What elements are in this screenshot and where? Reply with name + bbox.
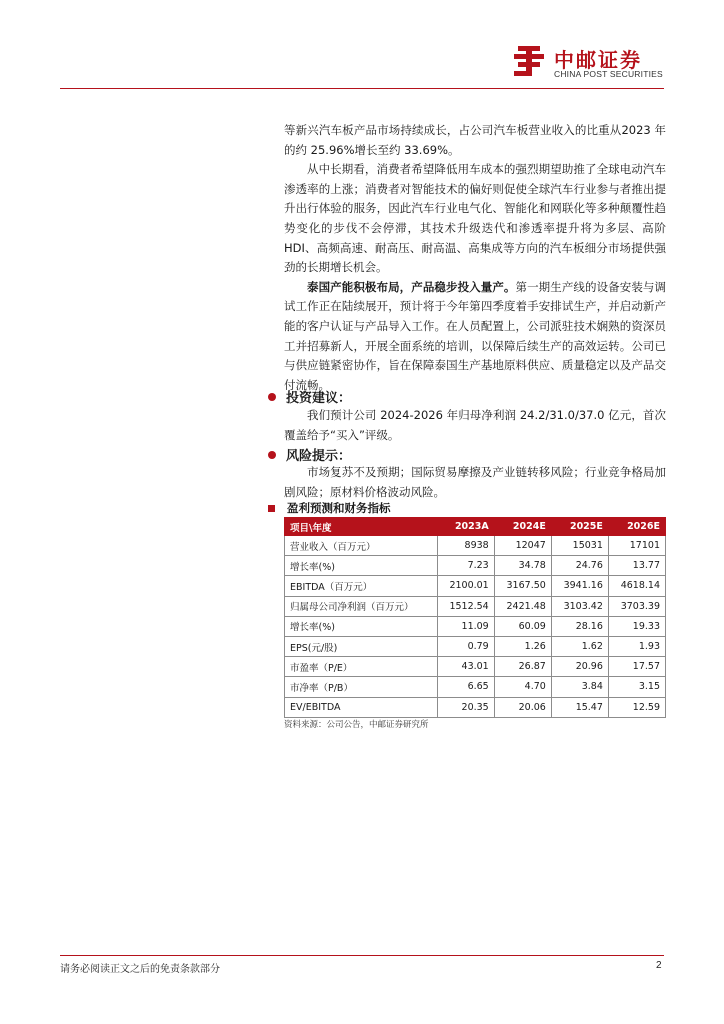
cell: 24.76 bbox=[551, 556, 608, 576]
paragraph-thailand-capacity bbox=[284, 278, 666, 396]
thailand-lead: 泰国产能积极布局，产品稳步投入量产。 bbox=[307, 279, 516, 294]
header-2025e: 2025E bbox=[551, 518, 608, 536]
cell: 15.47 bbox=[551, 697, 608, 717]
cell: 1.26 bbox=[494, 636, 551, 656]
row-label: 增长率(%) bbox=[285, 616, 438, 636]
cell: 20.96 bbox=[551, 657, 608, 677]
cell: 4.70 bbox=[494, 677, 551, 697]
cell: 0.79 bbox=[437, 636, 494, 656]
body-text-block bbox=[284, 121, 666, 395]
investment-text: 我们预计公司 2024-2026 年归母净利润 24.2/31.0/37.0 亿元，首次覆盖给予“买入”评级。 bbox=[284, 408, 666, 442]
table-source-note: 资料来源：公司公告，中邮证券研究所 bbox=[284, 720, 429, 730]
footer-disclaimer: 请务必阅读正文之后的免责条款部分 bbox=[60, 964, 220, 975]
table-row bbox=[285, 636, 666, 656]
header-item: 项目\年度 bbox=[285, 518, 438, 536]
table-row bbox=[285, 697, 666, 717]
page-number: 2 bbox=[656, 960, 662, 971]
investment-heading bbox=[268, 387, 351, 406]
risk-text-block bbox=[284, 463, 666, 502]
table-row bbox=[285, 536, 666, 556]
table-header-row bbox=[285, 518, 666, 536]
cell: 3.15 bbox=[608, 677, 665, 697]
table-row bbox=[285, 576, 666, 596]
paragraph-long-term-outlook: 从中长期看，消费者希望降低用车成本的强烈期望助推了全球电动汽车渗透率的上涨；消费者对智能技术的偏好则促使全球汽车行业参与者推出提升出行体验的服务，因此汽车行业电气化、智能化和网联化等多种颠覆性趋势变化的步伐不会停滞，其技术升级迭代和渗透率提升将为多层、高阶 HDI、高频高速、耐高压、耐高温、高集成等方向的汽车板细分市场提供强劲的长期增长机会。 bbox=[284, 162, 666, 275]
cell: 13.77 bbox=[608, 556, 665, 576]
cell: 3.84 bbox=[551, 677, 608, 697]
cell: 1.62 bbox=[551, 636, 608, 656]
financial-forecast-table bbox=[284, 517, 666, 718]
cell: 12047 bbox=[494, 536, 551, 556]
cell: 1.93 bbox=[608, 636, 665, 656]
table-row bbox=[285, 596, 666, 616]
cell: 2100.01 bbox=[437, 576, 494, 596]
header-divider bbox=[60, 88, 664, 89]
brand-name-cn: 中邮证券 bbox=[554, 48, 642, 72]
cell: 17.57 bbox=[608, 657, 665, 677]
cell: 1512.54 bbox=[437, 596, 494, 616]
brand-name-en: CHINA POST SECURITIES bbox=[554, 69, 663, 79]
thailand-text: 第一期生产线的设备安装与调试工作正在陆续展开，预计将于今年第四季度着手安排试生产，并启动新产能的客户认证与产品导入工作。在人员配置上，公司派驻技术娴熟的资深员工并招募新人，开展全面系统的培训，以保障后续生产的高效运转。公司已与供应链紧密协作，旨在保障泰国生产基地原料供应、质量稳定以及产品交付流畅。 bbox=[284, 279, 666, 392]
cell: 2421.48 bbox=[494, 596, 551, 616]
bullet-square-icon bbox=[268, 505, 275, 512]
cell: 3941.16 bbox=[551, 576, 608, 596]
cell: 34.78 bbox=[494, 556, 551, 576]
cell: 20.06 bbox=[494, 697, 551, 717]
row-label: 增长率(%) bbox=[285, 556, 438, 576]
bullet-dot-icon bbox=[268, 393, 276, 401]
footer-divider bbox=[60, 955, 664, 956]
row-label: 市净率（P/B） bbox=[285, 677, 438, 697]
table-row bbox=[285, 556, 666, 576]
cell: 60.09 bbox=[494, 616, 551, 636]
risk-text: 市场复苏不及预期；国际贸易摩擦及产业链转移风险；行业竞争格局加剧风险；原材料价格波动风险。 bbox=[284, 465, 666, 499]
cell: 26.87 bbox=[494, 657, 551, 677]
cell: 11.09 bbox=[437, 616, 494, 636]
china-post-logo-icon bbox=[512, 44, 546, 78]
cell: 28.16 bbox=[551, 616, 608, 636]
row-label: 营业收入（百万元） bbox=[285, 536, 438, 556]
header-2026e: 2026E bbox=[608, 518, 665, 536]
paragraph-continuation: 等新兴汽车板产品市场持续成长，占公司汽车板营业收入的比重从2023 年的约 25.96%增长至约 33.69%。 bbox=[284, 123, 666, 157]
cell: 7.23 bbox=[437, 556, 494, 576]
cell: 19.33 bbox=[608, 616, 665, 636]
table-row bbox=[285, 657, 666, 677]
cell: 8938 bbox=[437, 536, 494, 556]
company-logo bbox=[512, 44, 672, 80]
cell: 17101 bbox=[608, 536, 665, 556]
cell: 15031 bbox=[551, 536, 608, 556]
cell: 4618.14 bbox=[608, 576, 665, 596]
bullet-dot-icon bbox=[268, 451, 276, 459]
table-row bbox=[285, 677, 666, 697]
risk-heading-label: 风险提示： bbox=[286, 449, 352, 464]
cell: 6.65 bbox=[437, 677, 494, 697]
row-label: 市盈率（P/E） bbox=[285, 657, 438, 677]
cell: 20.35 bbox=[437, 697, 494, 717]
header-2024e: 2024E bbox=[494, 518, 551, 536]
header-2023a: 2023A bbox=[437, 518, 494, 536]
row-label: 归属母公司净利润（百万元） bbox=[285, 596, 438, 616]
cell: 3167.50 bbox=[494, 576, 551, 596]
cell: 3703.39 bbox=[608, 596, 665, 616]
cell: 12.59 bbox=[608, 697, 665, 717]
investment-text-block bbox=[284, 406, 666, 445]
row-label: EV/EBITDA bbox=[285, 697, 438, 717]
row-label: EBITDA（百万元） bbox=[285, 576, 438, 596]
table-title bbox=[268, 500, 391, 516]
investment-heading-label: 投资建议： bbox=[286, 391, 352, 406]
cell: 3103.42 bbox=[551, 596, 608, 616]
table-title-label: 盈利预测和财务指标 bbox=[287, 501, 391, 515]
table-row bbox=[285, 616, 666, 636]
cell: 43.01 bbox=[437, 657, 494, 677]
risk-heading bbox=[268, 445, 351, 464]
row-label: EPS(元/股) bbox=[285, 636, 438, 656]
